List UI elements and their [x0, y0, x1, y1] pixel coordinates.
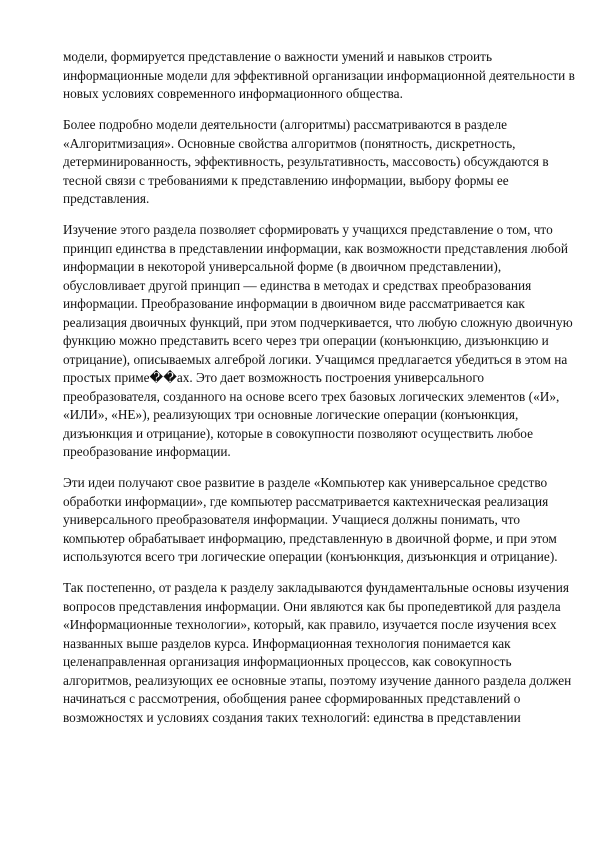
text-line: алгоритмов, реализующих ее основные этапы, поэтому изучение данного раздела должен: [63, 672, 572, 688]
text-line: начинаться с рассмотрения, обобщения ранее сформированных представлений о: [63, 691, 521, 706]
text-line: простых приме��ах. Это дает возможность построения универсального: [63, 370, 485, 385]
text-line: детерминированность, эффективность, результативность, массовость) обсуждаются в: [63, 154, 549, 169]
text-line: обусловливает другой принцип — единства в методах и средствах преобразования: [63, 277, 532, 293]
document-body: [63, 48, 575, 740]
text-line: Изучение этого раздела позволяет сформировать у учащихся представление о том, что: [63, 222, 553, 237]
text-line: целенаправленная организация информационных процессов, как совокупность: [63, 654, 512, 669]
text-line: дизъюнкция и отрицание), которые в совокупности позволяют осуществить любое: [63, 425, 533, 441]
text-line: отрицание), описываемых алгеброй логики. Учащимся предлагается убедиться в этом на: [63, 351, 568, 367]
paragraph-5: [63, 579, 572, 727]
text-line: универсального преобразователя информации. Учащиеся должны понимать, что: [63, 512, 521, 527]
text-line: названных выше разделов курса. Информационная технология понимается как: [63, 635, 511, 651]
text-line: представления.: [63, 191, 150, 206]
text-line: информации. Преобразование информации в двоичном виде рассматривается как: [63, 296, 525, 311]
text-line: обработки информации», где компьютер рассматривается кактехническая реализация: [63, 493, 549, 509]
paragraph-4: [63, 474, 569, 567]
text-line: возможностях и условиях создания таких технологий: единства в представлении: [63, 709, 521, 725]
text-line: используются всего три логические операции (конъюнкция, дизъюнкция и отрицание).: [63, 549, 558, 564]
text-line: функцию можно представить всего через три операции (конъюнкцию, дизъюнкцию и: [63, 333, 549, 348]
paragraph-1: [63, 48, 575, 104]
text-line: преобразование информации.: [63, 444, 231, 459]
text-line: «ИЛИ», «НЕ»), реализующих три основные логические операции (конъюнкция,: [63, 407, 519, 422]
text-line: «Алгоритмизация». Основные свойства алгоритмов (понятность, дискретность,: [63, 135, 516, 151]
text-line: модели, формируется представление о важности умений и навыков строить: [63, 49, 493, 64]
text-line: принцип единства в представлении информации, как возможности представления любой: [63, 240, 569, 256]
text-line: информации в некоторой универсальной форме (в двоичном представлении),: [63, 259, 502, 274]
text-line: Эти идеи получают свое развитие в разделе «Компьютер как универсальное средство: [63, 475, 548, 490]
text-line: вопросов представления информации. Они являются как бы пропедевтикой для раздела: [63, 598, 561, 614]
text-line: Более подробно модели деятельности (алгоритмы) рассматриваются в разделе: [63, 117, 507, 132]
text-line: компьютер обрабатывает информацию, представленную в двоичной форме, и при этом: [63, 530, 557, 546]
paragraph-2: [63, 116, 569, 209]
text-line: новых условиях современного информационного общества.: [63, 86, 403, 101]
text-line: Так постепенно, от раздела к разделу закладываются фундаментальные основы изучения: [63, 580, 569, 595]
paragraph-3: [63, 221, 573, 462]
text-line: преобразователя, созданного на основе всего трех базовых логических элементов («И»,: [63, 388, 560, 404]
text-line: тесной связи с требованиями к представлению информации, выбору формы ее: [63, 172, 509, 188]
text-line: информационные модели для эффективной организации информационной деятельности в: [63, 67, 575, 83]
text-line: реализация двоичных функций, при этом подчеркивается, что любую сложную двоичную: [63, 314, 573, 330]
text-line: «Информационные технологии», который, как правило, изучается после изучения всех: [63, 617, 557, 632]
